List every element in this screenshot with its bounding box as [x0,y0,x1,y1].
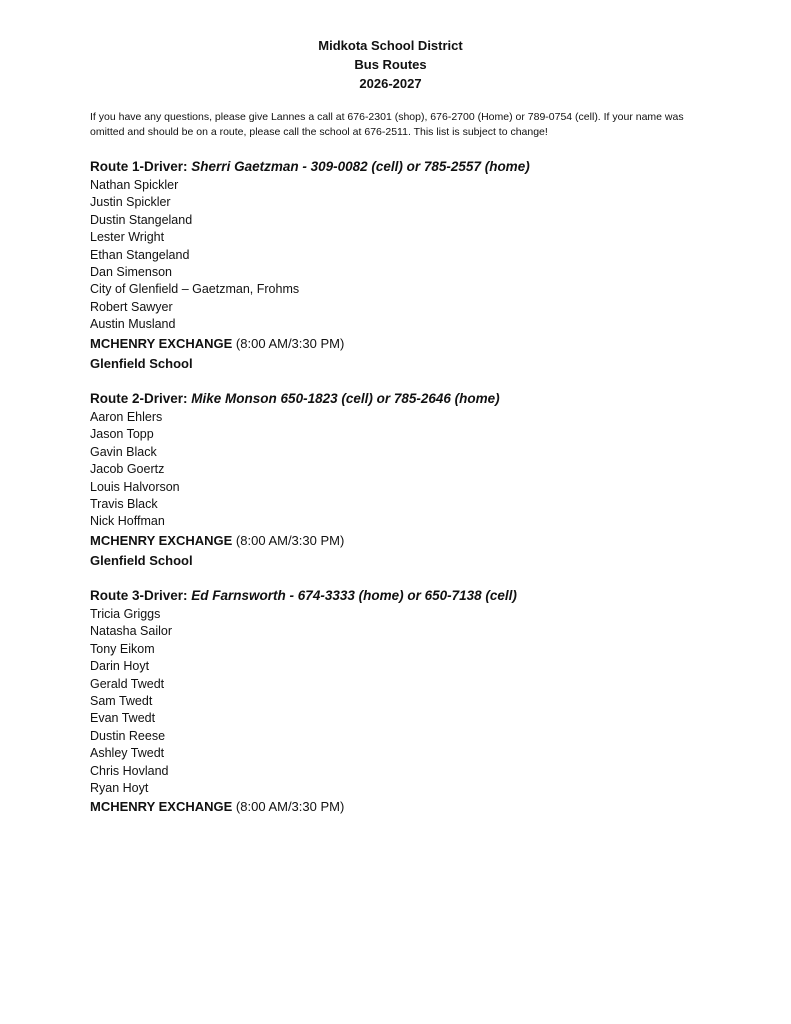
stop-name: MCHENRY EXCHANGE [90,799,233,815]
destination: Glenfield School [90,355,193,371]
rider: Ryan Hoyt [90,781,149,796]
document-header [0,36,781,93]
rider: Ethan Stangeland [90,247,190,262]
rider: Gavin Black [90,444,157,459]
rider: Justin Spickler [90,195,171,210]
exchange-stop [90,797,730,817]
route-title [90,586,730,606]
rider: Chris Hovland [90,763,169,778]
route-title [90,157,730,177]
intro-paragraph: If you have any questions, please give Lannes a call at 676-2301 (shop), 676-2700 (Home) or 789-0754 (cell). If your name was omitted and should be on a route, please call the school at 676-2511. This list is subject to change! [90,111,684,138]
route-1 [90,157,730,374]
route-2 [90,389,730,571]
destination: Glenfield School [90,552,193,568]
rider: Jacob Goertz [90,462,165,477]
rider: Dustin Reese [90,728,166,743]
driver-info: Mike Monson 650-1823 (cell) or 785-2646 (home) [191,391,500,406]
rider: Evan Twedt [90,711,156,726]
rider: Sam Twedt [90,694,153,709]
rider: Dan Simenson [90,265,172,280]
district-name: Midkota School District [318,38,463,53]
rider: Travis Black [90,497,158,512]
rider: Austin Musland [90,317,176,332]
rider: Natasha Sailor [90,624,172,639]
rider: Tony Eikom [90,641,155,656]
stop-time: (8:00 AM/3:30 PM) [235,335,345,351]
rider-list [90,606,730,797]
stop-time: (8:00 AM/3:30 PM) [235,532,345,548]
route-label: Route 3-Driver: [90,588,188,603]
exchange-stop [90,531,730,551]
rider: Jason Topp [90,427,154,442]
stop-time: (8:00 AM/3:30 PM) [235,799,345,815]
school-year: 2026-2027 [359,76,422,91]
rider: Darin Hoyt [90,659,150,674]
rider: Louis Halvorson [90,479,180,494]
rider: Tricia Griggs [90,607,161,621]
driver-info: Ed Farnsworth - 674-3333 (home) or 650-7138 (cell) [191,588,517,603]
route-label: Route 1-Driver: [90,159,188,174]
stop-name: MCHENRY EXCHANGE [90,532,233,548]
rider: Gerald Twedt [90,676,165,691]
rider-list [90,177,730,334]
rider: Dustin Stangeland [90,212,193,227]
route-3 [90,586,730,817]
rider: Ashley Twedt [90,746,165,761]
rider: Nathan Spickler [90,178,179,192]
rider: Lester Wright [90,230,165,245]
document-title: Bus Routes [354,57,427,72]
rider: City of Glenfield – Gaetzman, Frohms [90,282,300,297]
route-title [90,389,730,409]
rider: Robert Sawyer [90,299,173,314]
rider-list [90,409,730,531]
exchange-stop [90,334,730,354]
driver-info: Sherri Gaetzman - 309-0082 (cell) or 785-2557 (home) [191,159,530,174]
stop-name: MCHENRY EXCHANGE [90,335,233,351]
route-label: Route 2-Driver: [90,391,188,406]
rider: Aaron Ehlers [90,410,163,424]
rider: Nick Hoffman [90,514,165,529]
